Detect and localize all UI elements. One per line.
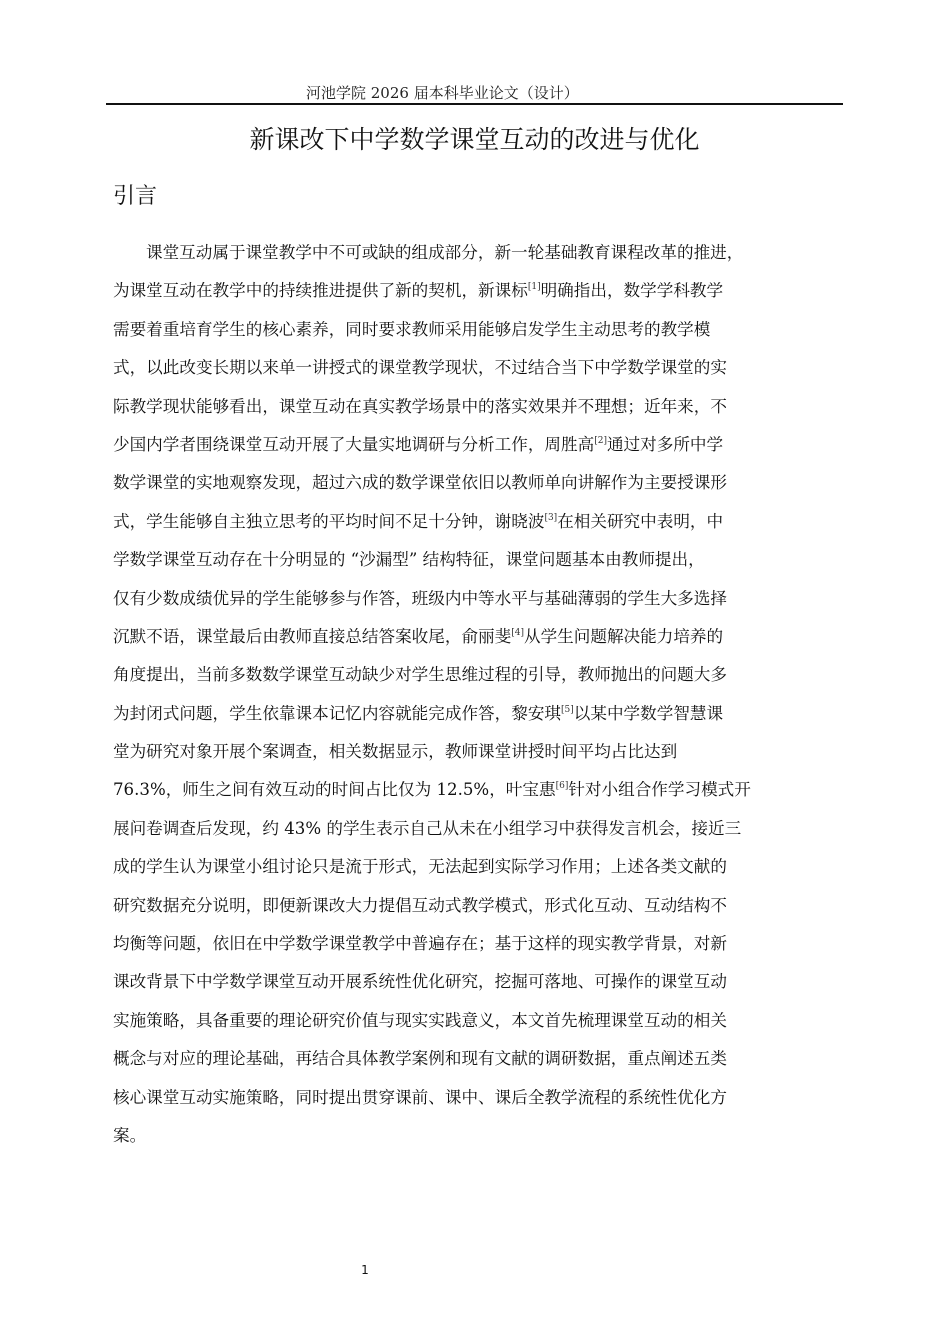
line-text: 成的学生认为课堂小组讨论只是流于形式，无法起到实际学习作用；上述各类文献的 — [113, 857, 727, 877]
citation-marker: [6] — [555, 781, 569, 792]
line-text: 研究数据充分说明，即便新课改大力提倡互动式教学模式，形式化互动、互动结构不 — [113, 895, 727, 915]
line-text: 通过对多所中学 — [606, 434, 724, 454]
citation-marker: [5] — [561, 704, 574, 715]
citation-marker: [3] — [544, 512, 558, 523]
line-text: 课改背景下中学数学课堂互动开展系统性优化研究，挖掘可落地、可操作的课堂互动 — [113, 972, 727, 992]
line-text: 数学课堂的实地观察发现，超过六成的数学课堂依旧以教师单向讲解作为主要授课形 — [113, 473, 727, 493]
paragraph-line — [113, 464, 835, 502]
line-text: 为课堂互动在教学中的持续推进提供了新的契机，新课标 — [113, 281, 528, 301]
paragraph-line — [113, 541, 835, 579]
line-text: 学数学课堂互动存在十分明显的 “沙漏型” 结构特征，课堂问题基本由教师提出， — [113, 550, 705, 570]
paragraph-line — [113, 733, 835, 771]
paragraph-line — [113, 1002, 835, 1040]
document-title: 新课改下中学数学课堂互动的改进与优化 — [249, 125, 700, 154]
citation-marker: [1] — [527, 282, 541, 293]
line-text: 核心课堂互动实施策略，同时提出贯穿课前、课中、课后全教学流程的系统性优化方 — [113, 1087, 727, 1107]
paragraph-line — [113, 887, 835, 925]
paragraph-line — [113, 963, 835, 1001]
line-text: 明确指出，数学学科教学 — [540, 281, 724, 301]
line-text: 实施策略，具备重要的理论研究价值与现实实践意义，本文首先梳理课堂互动的相关 — [113, 1010, 727, 1030]
line-text: 际教学现状能够看出，课堂互动在真实教学场景中的落实效果并不理想；近年来，不 — [113, 396, 727, 416]
paragraph-line — [113, 234, 835, 272]
line-text: 课堂互动属于课堂教学中不可或缺的组成部分，新一轮基础教育课程改革的推进， — [146, 243, 744, 262]
line-text: 均衡等问题，依旧在中学数学课堂教学中普遍存在；基于这样的现实教学背景，对新 — [113, 934, 727, 954]
paragraph-line — [113, 695, 835, 733]
line-text: 角度提出，当前多数数学课堂互动缺少对学生思维过程的引导，教师抛出的问题大多 — [113, 665, 727, 685]
page-number: 1 — [361, 1263, 369, 1277]
citation-marker: [2] — [594, 435, 607, 446]
line-text: 展问卷调查后发现，约 43% 的学生表示自己从未在小组学习中获得发言机会，接近三 — [113, 818, 742, 838]
paragraph-line — [113, 388, 835, 426]
paragraph-line — [113, 848, 835, 886]
line-text: 堂为研究对象开展个案调查，相关数据显示，教师课堂讲授时间平均占比达到 — [113, 742, 678, 762]
paragraph-line — [113, 1117, 835, 1155]
paragraph-line — [113, 580, 835, 618]
line-text: 概念与对应的理论基础，再结合具体教学案例和现有文献的调研数据，重点阐述五类 — [113, 1049, 727, 1069]
line-text: 需要着重培育学生的核心素养，同时要求教师采用能够启发学生主动思考的教学模 — [113, 319, 711, 339]
line-text: 从学生问题解决能力培养的 — [524, 626, 724, 646]
line-text: 式，学生能够自主独立思考的平均时间不足十分钟，谢晓波 — [113, 511, 545, 531]
paragraph-line — [113, 311, 835, 349]
running-header — [106, 82, 843, 104]
paragraph-line — [113, 925, 835, 963]
line-text: 为封闭式问题，学生依靠课本记忆内容就能完成作答，黎安琪 — [113, 703, 562, 723]
paragraph-line — [113, 426, 835, 464]
line-text: 在相关研究中表明，中 — [557, 511, 724, 531]
paragraph-line — [113, 771, 835, 809]
body-paragraph — [113, 234, 835, 1155]
line-text: 76.3%，师生之间有效互动的时间占比仅为 12.5%，叶宝惠 — [113, 780, 556, 800]
line-text: 案。 — [113, 1125, 147, 1145]
paragraph-line — [113, 656, 835, 694]
line-text: 式，以此改变长期以来单一讲授式的课堂教学现状，不过结合当下中学数学课堂的实 — [113, 358, 727, 378]
paragraph-line — [113, 503, 835, 541]
paragraph-line — [113, 272, 835, 310]
header-text: 河池学院 2026 届本科毕业论文（设计） — [306, 84, 579, 102]
header-rule — [106, 103, 843, 105]
section-heading: 引言 — [113, 184, 158, 209]
line-text: 仅有少数成绩优异的学生能够参与作答，班级内中等水平与基础薄弱的学生大多选择 — [113, 588, 727, 608]
line-text: 沉默不语，课堂最后由教师直接总结答案收尾，俞丽斐 — [113, 626, 512, 646]
citation-marker: [4] — [511, 627, 524, 638]
paragraph-line — [113, 810, 835, 848]
paragraph-line — [113, 1040, 835, 1078]
paragraph-line — [113, 349, 835, 387]
line-text: 少国内学者围绕课堂互动开展了大量实地调研与分析工作，周胜高 — [113, 434, 595, 454]
line-text: 针对小组合作学习模式开 — [568, 780, 751, 800]
line-text: 以某中学数学智慧课 — [573, 703, 724, 723]
paragraph-line — [113, 1079, 835, 1117]
paragraph-line — [113, 618, 835, 656]
